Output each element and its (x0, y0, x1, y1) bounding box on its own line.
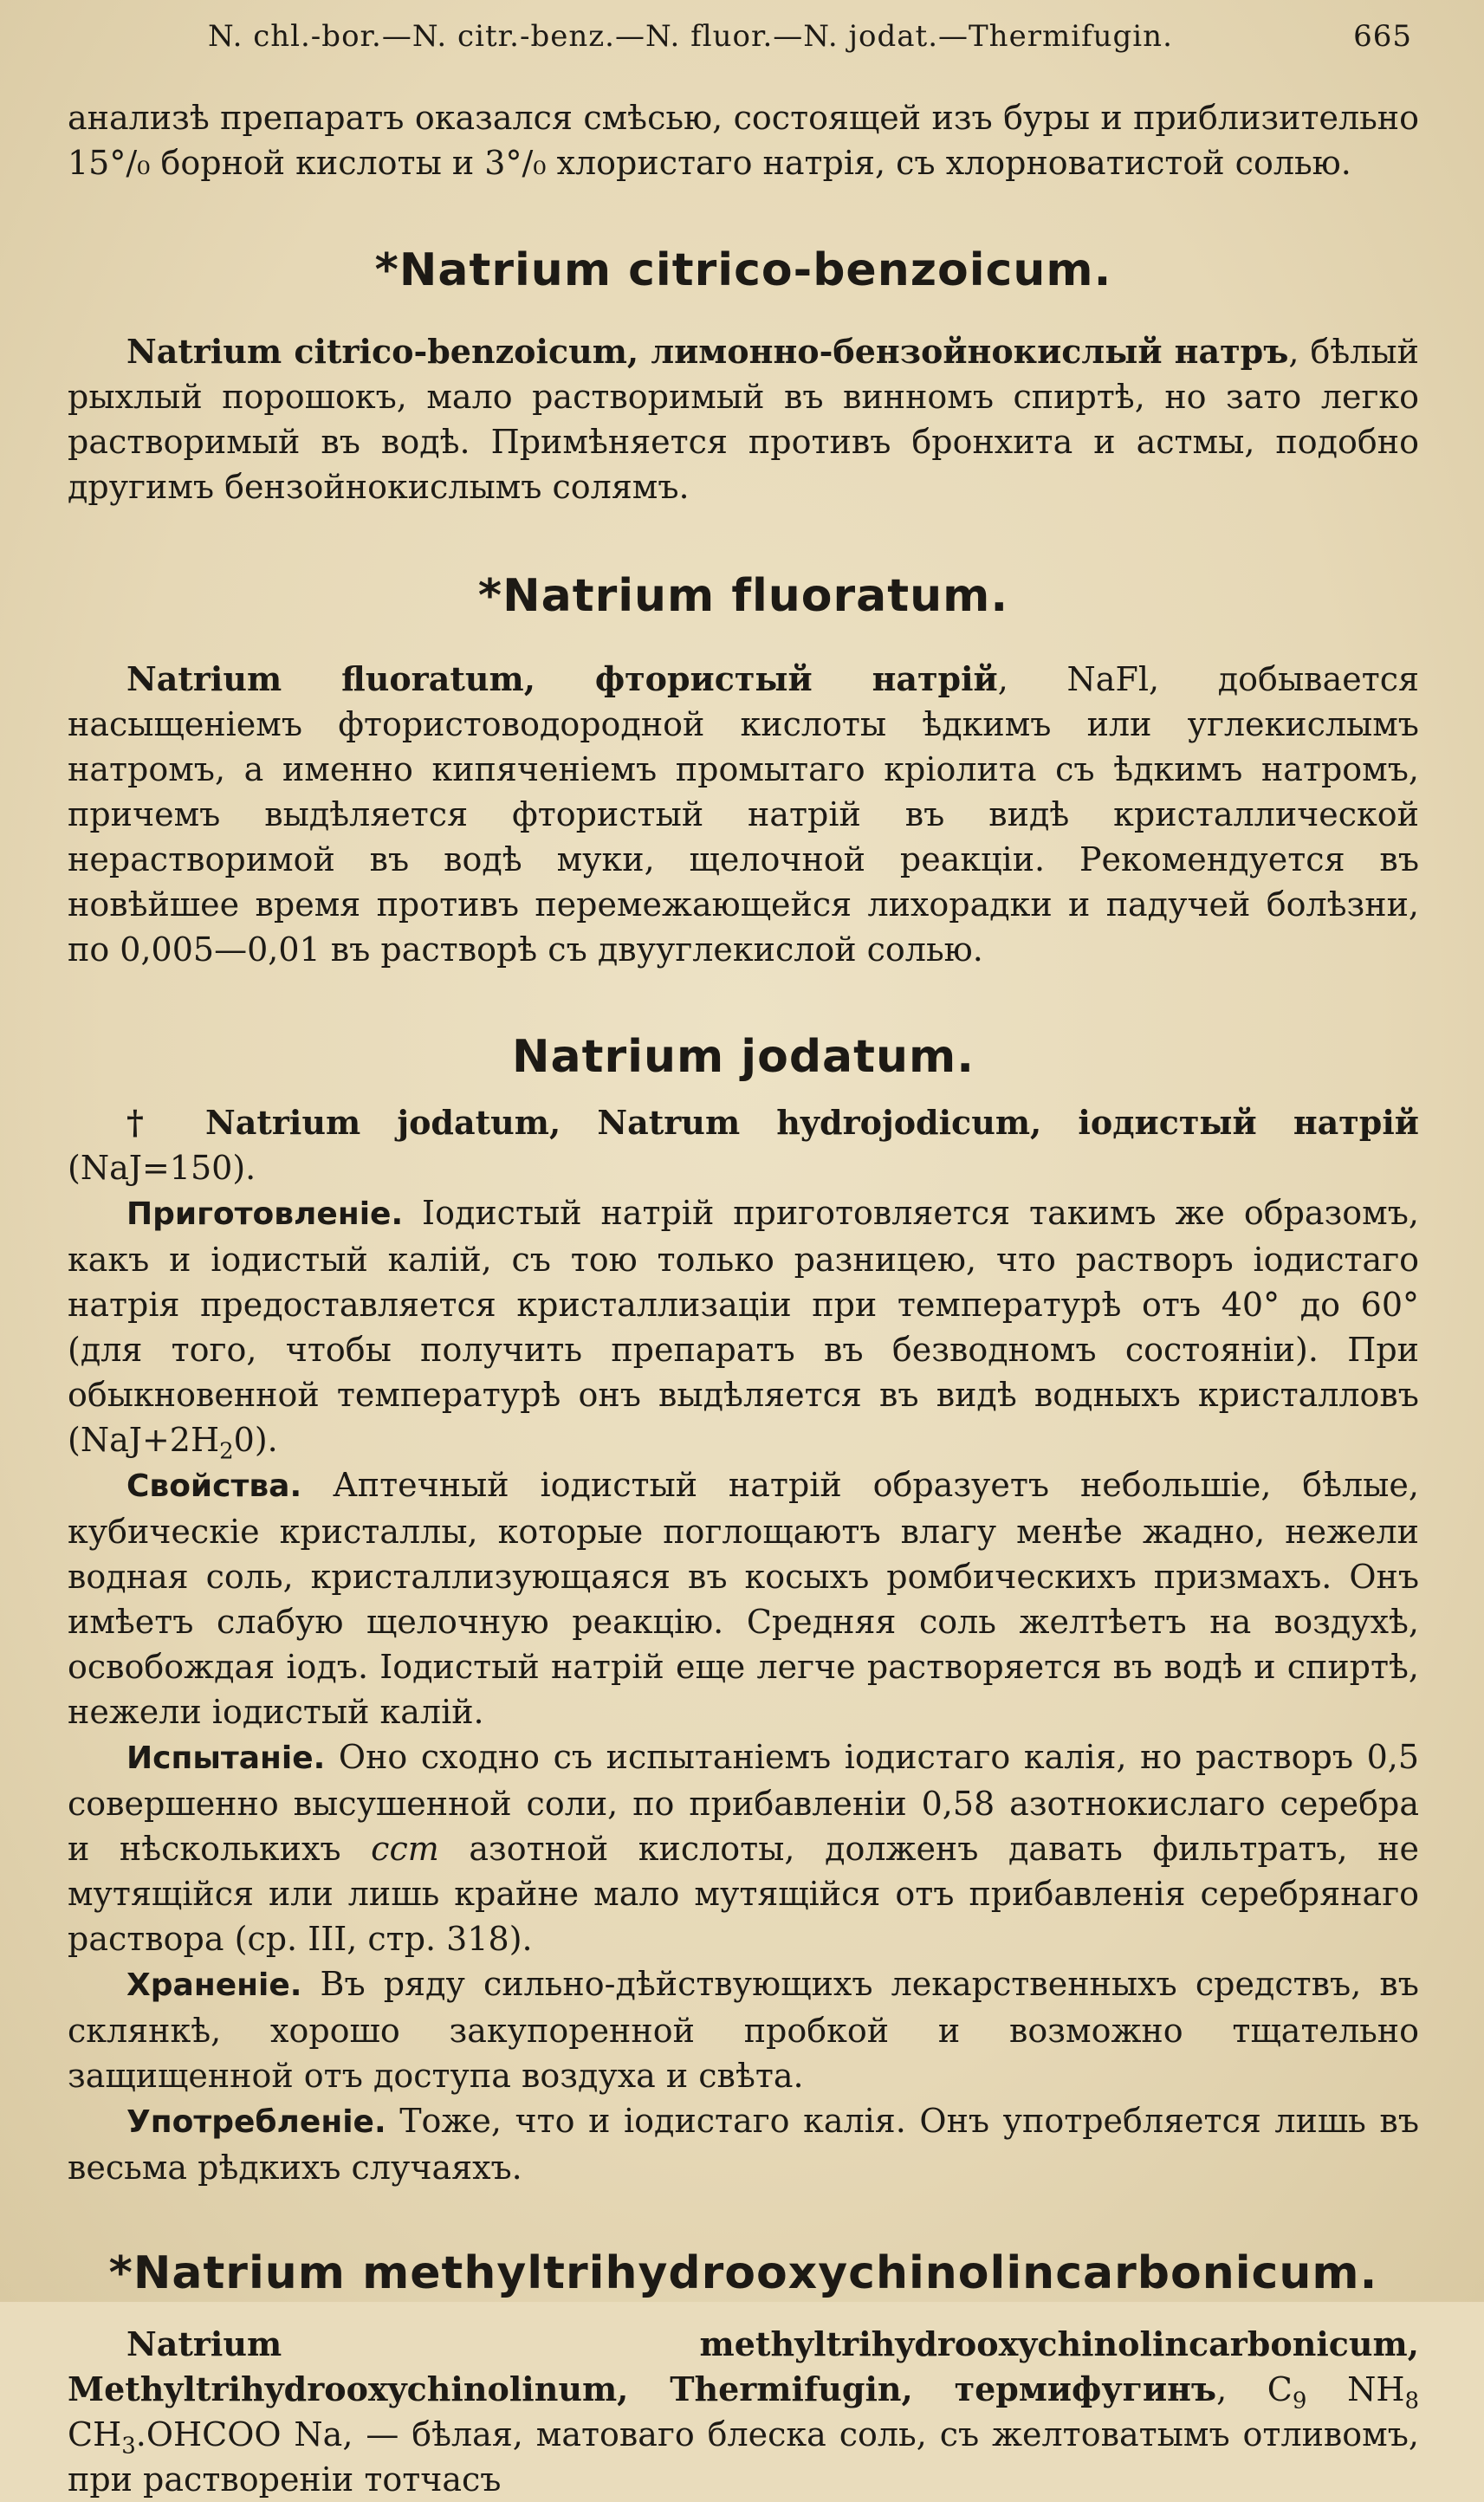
fluoratum-lead: Natrium fluoratum, фтористый натрій (126, 659, 998, 698)
intro-percent-1: °/₀ (109, 144, 151, 182)
storage-heading: Храненіе. (126, 1967, 302, 2003)
preparation-text-2: 0). (233, 1421, 278, 1459)
jodatum-formula: (NaJ=150). (68, 1149, 256, 1187)
jodatum-lead: † Natrium jodatum, Natrum hydrojodicum, іодистый натрій (126, 1103, 1419, 1142)
preparation-heading: Приготовленіе. (126, 1196, 404, 1232)
running-title: N. chl.-bor.—N. citr.-benz.—N. fluor.—N. jodat.—Thermifugin. (208, 19, 1173, 54)
fluoratum-body: , NaFl, добывается насыщеніемъ фтористоводородной кислоты ѣдкимъ или углекислымъ натромъ, а именно кипяченіемъ промытаго кріолита съ ѣдкимъ натромъ, причемъ выдѣляется фтористый натрій въ видѣ кристаллической нерастворимой въ водѣ муки, щелочной реакціи. Рекомендуется въ новѣйшее время противъ перемежающейся лихорадки и падучей болѣзни, по 0,005—0,01 въ растворѣ съ двууглекислой солью. (68, 660, 1419, 969)
intro-text-1: анализѣ препаратъ оказался смѣсью, состоящей изъ буры и приблизительно 15 (68, 99, 1419, 182)
section-title-methyl: *Natrium methyltrihydrooxychinolincarbonicum. (108, 2247, 1378, 2299)
methyl-formula-2: NH (1306, 2370, 1405, 2408)
methyl-lead: Natrium methyltrihydrooxychinolincarbonicum, Methyltrihydrooxychinolinum, Thermifugin, термифугинъ (68, 2324, 1419, 2408)
intro-text-3: хлористаго натрія, съ хлорноватистой солью. (546, 144, 1351, 182)
preparation-subscript: 2 (219, 1438, 234, 1465)
testing-heading: Испытаніе. (126, 1740, 326, 1776)
citrico-body: , бѣлый рыхлый порошокъ, мало растворимый въ винномъ спиртѣ, но зато легко растворимый въ водѣ. Примѣняется противъ бронхита и астмы, подобно другимъ бензойнокислымъ солямъ. (68, 333, 1419, 506)
section-title-citrico-benzoicum: *Natrium citrico-benzoicum. (374, 244, 1112, 296)
testing-ccm: ccm (371, 1830, 439, 1868)
running-header (208, 19, 1412, 54)
citrico-lead: Natrium citrico-benzoicum, лимонно-бензойнокислый натръ (126, 332, 1289, 371)
section-title-fluoratum: *Natrium fluoratum. (477, 570, 1009, 622)
jodatum-storage (68, 1961, 1419, 2098)
usage-heading: Употребленіе. (126, 2104, 386, 2140)
jodatum-preparation (68, 1190, 1419, 1465)
page-number: 665 (1353, 19, 1412, 54)
intro-percent-2: °/₀ (505, 144, 547, 182)
storage-text: Въ ряду сильно-дѣйствующихъ лекарственныхъ средствъ, въ склянкѣ, хорошо закупоренной пробкой и возможно тщательно защищенной отъ доступа воздуха и свѣта. (68, 1965, 1419, 2095)
citrico-paragraph (68, 329, 1419, 509)
testing-text-1: Оно сходно съ испытаніемъ іодистаго калія, но растворъ 0,5 совершенно высушенной соли, по прибавленіи 0,58 азотнокислаго серебра и нѣсколькихъ (68, 1738, 1419, 1868)
properties-text: Аптечный іодистый натрій образуетъ небольшіе, бѣлые, кубическіе кристаллы, которые поглощаютъ влагу менѣе жадно, нежели водная соль, кристаллизующаяся въ косыхъ ромбическихъ призмахъ. Онъ имѣетъ слабую щелочную реакцію. Средняя соль желтѣетъ на воздухѣ, освобождая іодъ. Іодистый натрій еще легче растворяется въ водѣ и спиртѣ, нежели іодистый калій. (68, 1466, 1419, 1731)
jodatum-lead-paragraph (68, 1100, 1419, 1190)
jodatum-testing (68, 1734, 1419, 1961)
methyl-sub-8: 8 (1404, 2388, 1420, 2414)
methyl-sub-3: 3 (121, 2433, 136, 2460)
methyl-formula-4: .OHCOO Na, (135, 2415, 353, 2453)
properties-heading: Свойства. (126, 1468, 302, 1504)
intro-text-2: борной кислоты и 3 (150, 144, 506, 182)
methyl-body: — бѣлая, матоваго блеска соль, съ желтоватымъ отливомъ, при раствореніи тотчасъ (68, 2415, 1419, 2499)
preparation-text-1: Іодистый натрій приготовляется такимъ же образомъ, какъ и іодистый калій, съ тою только разницею, что растворъ іодистаго натрія предоставляется кристаллизаціи при температурѣ отъ 40° до 60° (для того, чтобы получить препаратъ въ безводномъ состояніи). При обыкновенной температурѣ онъ выдѣляется въ видѣ водныхъ кристалловъ (NaJ+2H (68, 1194, 1419, 1459)
fluoratum-paragraph (68, 657, 1419, 972)
text-column (68, 95, 1419, 2502)
methyl-formula-3: CH (68, 2415, 122, 2453)
section-title-jodatum: Natrium jodatum. (512, 1031, 975, 1083)
jodatum-usage (68, 2098, 1419, 2190)
intro-paragraph (68, 95, 1419, 185)
methyl-sub-9: 9 (1292, 2388, 1307, 2414)
methyl-formula-1: , C (1216, 2370, 1293, 2408)
methyl-paragraph (68, 2322, 1419, 2502)
jodatum-properties (68, 1462, 1419, 1734)
usage-text: Тоже, что и іодистаго калія. Онъ употребляется лишь въ весьма рѣдкихъ случаяхъ. (68, 2102, 1419, 2187)
testing-text-2: азотной кислоты, долженъ давать фильтратъ, не мутящійся или лишь крайне мало мутящійся отъ прибавленія серебрянаго раствора (ср. III, стр. 318). (68, 1830, 1419, 1958)
